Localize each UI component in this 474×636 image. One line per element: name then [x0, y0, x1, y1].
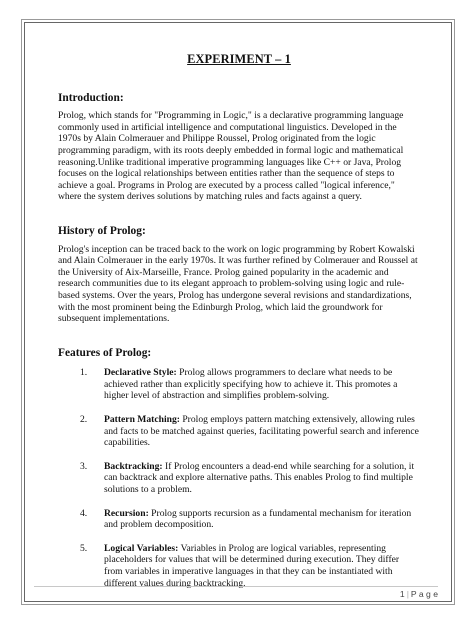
- page-number-value: 1: [399, 589, 405, 599]
- footer-rule: [34, 586, 438, 587]
- list-item-description: Variables in Prolog are logical variables, representing placeholders for values that will be determined during execution. They differ from variables in imperative languages in that they can be instantiated with different values during backtracking.: [104, 542, 400, 589]
- intro-paragraph: Prolog, which stands for "Programming in Logic," is a declarative programming language commonly used in artificial intelligence and computational linguistics. Developed in the 1970s by Alain Colmerauer and Philippe Roussel, Prolog originated from the logic programming paradigm, with its roots deeply embedded in formal logic and mathematical reasoning.Unlike traditional imperative programming languages like C++ or Java, Prolog focuses on the logical relationships between entities rather than the sequence of steps to achieve a goal. Programs in Prolog are executed by a process called "logical inference," where the system derives solutions by matching rules and facts against a query.: [58, 110, 404, 203]
- list-item-term: Declarative Style:: [104, 367, 177, 379]
- list-item-description: Prolog employs pattern matching extensively, allowing rules and facts to be matched against queries, facilitating powerful search and inference capabilities.: [104, 414, 419, 449]
- list-item-term: Logical Variables:: [104, 542, 179, 554]
- list-item: [58, 461, 420, 496]
- list-item-description: Prolog supports recursion as a fundamental mechanism for iteration and problem decomposition.: [104, 507, 412, 531]
- page-content: [58, 54, 420, 601]
- history-heading: History of Prolog:: [58, 224, 146, 237]
- list-item-text: [104, 414, 420, 449]
- list-item-number: 4.: [80, 507, 88, 519]
- page-label: P a g e: [410, 589, 438, 599]
- list-item-term: Recursion:: [104, 507, 149, 519]
- list-item: [58, 367, 420, 402]
- list-item-description: Prolog allows programmers to declare what needs to be achieved rather than explicitly specifying how to achieve it. This promotes a higher level of abstraction and simplifies problem-solving.: [104, 367, 398, 402]
- list-item-text: [104, 461, 420, 496]
- document-page: [4, 4, 470, 628]
- page-footer: [34, 586, 438, 598]
- list-item-number: 1.: [80, 367, 88, 379]
- list-item-number: 2.: [80, 414, 88, 426]
- list-item: [58, 414, 420, 449]
- list-item-term: Backtracking:: [104, 460, 163, 472]
- list-item-text: [104, 367, 420, 402]
- list-item-number: 5.: [80, 542, 88, 554]
- list-item: [58, 508, 420, 531]
- features-heading: Features of Prolog:: [58, 346, 152, 359]
- list-item: [58, 543, 420, 589]
- features-list: [58, 367, 420, 589]
- list-item-description: If Prolog encounters a dead-end while searching for a solution, it can backtrack and explore alternative paths. This enables Prolog to find multiple solutions to a problem.: [104, 460, 415, 496]
- page-number: [400, 589, 438, 599]
- list-item-number: 3.: [80, 460, 88, 472]
- list-item-text: [104, 508, 420, 531]
- page-number-separator: |: [406, 589, 409, 599]
- list-item-text: [104, 543, 420, 589]
- page-title: EXPERIMENT – 1: [187, 52, 291, 66]
- intro-heading: Introduction:: [58, 91, 124, 104]
- history-paragraph: Prolog's inception can be traced back to the work on logic programming by Robert Kowalski and Alain Colmerauer in the early 1970s. It was further refined by Colmerauer and Roussel at the University of Aix-Marseille, France. Prolog gained popularity in the academic and research communities due to its elegant approach to problem-solving using logic and rule-based systems. Over the years, Prolog has undergone several revisions and standardizations, with the most prominent being the Edinburgh Prolog, which laid the groundwork for subsequent implementations.: [58, 243, 418, 325]
- list-item-term: Pattern Matching:: [104, 414, 180, 426]
